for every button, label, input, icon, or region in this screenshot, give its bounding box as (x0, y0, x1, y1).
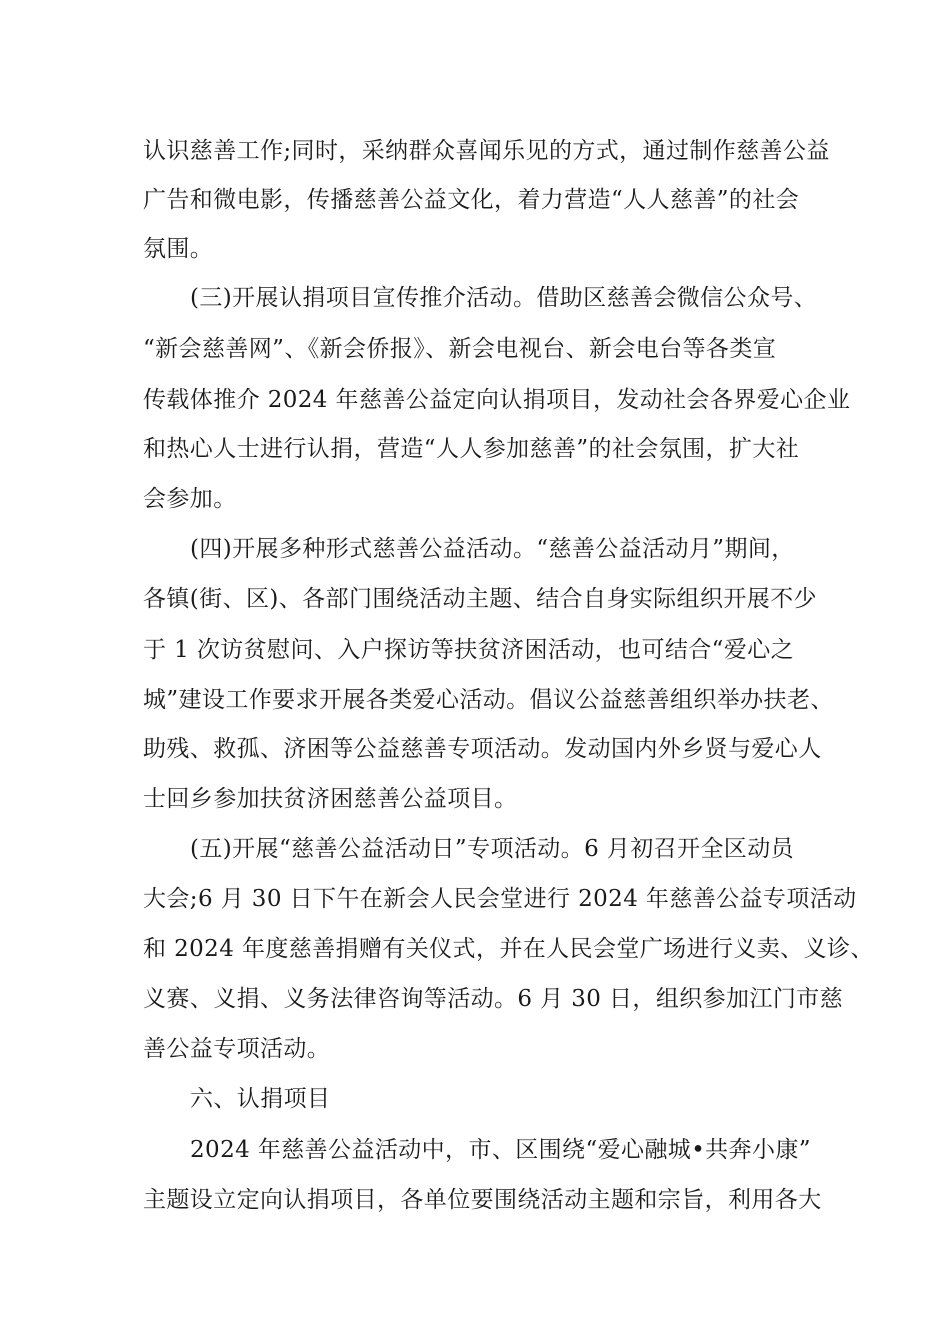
text-line: 广告和微电影，传播慈善公益文化，着力营造“人人慈善”的社会 (143, 187, 800, 213)
text-line: 2024 年慈善公益活动中，市、区围绕“爱心融城•共奔小康” (190, 1137, 811, 1163)
text-line: 认识慈善工作;同时，采纳群众喜闻乐见的方式，通过制作慈善公益 (143, 138, 830, 164)
text-line: 会参加。 (143, 486, 237, 512)
text-line: 主题设立定向认捐项目，各单位要围绕活动主题和宗旨，利用各大 (143, 1187, 822, 1213)
text-line: 各镇(街、区)、各部门围绕活动主题、结合自身实际组织开展不少 (143, 586, 817, 612)
text-line: 城”建设工作要求开展各类爱心活动。倡议公益慈善组织举办扶老、 (143, 687, 834, 713)
text-line: 大会;6 月 30 日下午在新会人民会堂进行 2024 年慈善公益专项活动 (143, 886, 857, 912)
text-line: “新会慈善网”、《新会侨报》、新会电视台、新会电台等各类宣 (143, 336, 777, 362)
text-line: (四)开展多种形式慈善公益活动。“慈善公益活动月”期间， (190, 536, 795, 562)
text-line: 氛围。 (143, 236, 214, 262)
text-line: 善公益专项活动。 (143, 1036, 331, 1062)
text-line: 助残、救孤、济困等公益慈善专项活动。发动国内外乡贤与爱心人 (143, 736, 822, 762)
text-line: 和热心人士进行认捐，营造“人人参加慈善”的社会氛围，扩大社 (143, 436, 800, 462)
text-line: 士回乡参加扶贫济困慈善公益项目。 (143, 786, 518, 812)
text-line: 传载体推介 2024 年慈善公益定向认捐项目，发动社会各界爱心企业 (143, 387, 851, 413)
text-line: 和 2024 年度慈善捐赠有关仪式，并在人民会堂广场进行义卖、义诊、 (143, 936, 874, 962)
section-heading: 六、认捐项目 (190, 1086, 331, 1112)
text-line: (五)开展“慈善公益活动日”专项活动。6 月初召开全区动员 (190, 836, 795, 862)
text-line: 义赛、义捐、义务法律咨询等活动。6 月 30 日，组织参加江门市慈 (143, 986, 844, 1012)
text-line: 于 1 次访贫慰问、入户探访等扶贫济困活动，也可结合“爱心之 (143, 637, 795, 663)
text-line: (三)开展认捐项目宣传推介活动。借助区慈善会微信公众号、 (190, 285, 818, 311)
